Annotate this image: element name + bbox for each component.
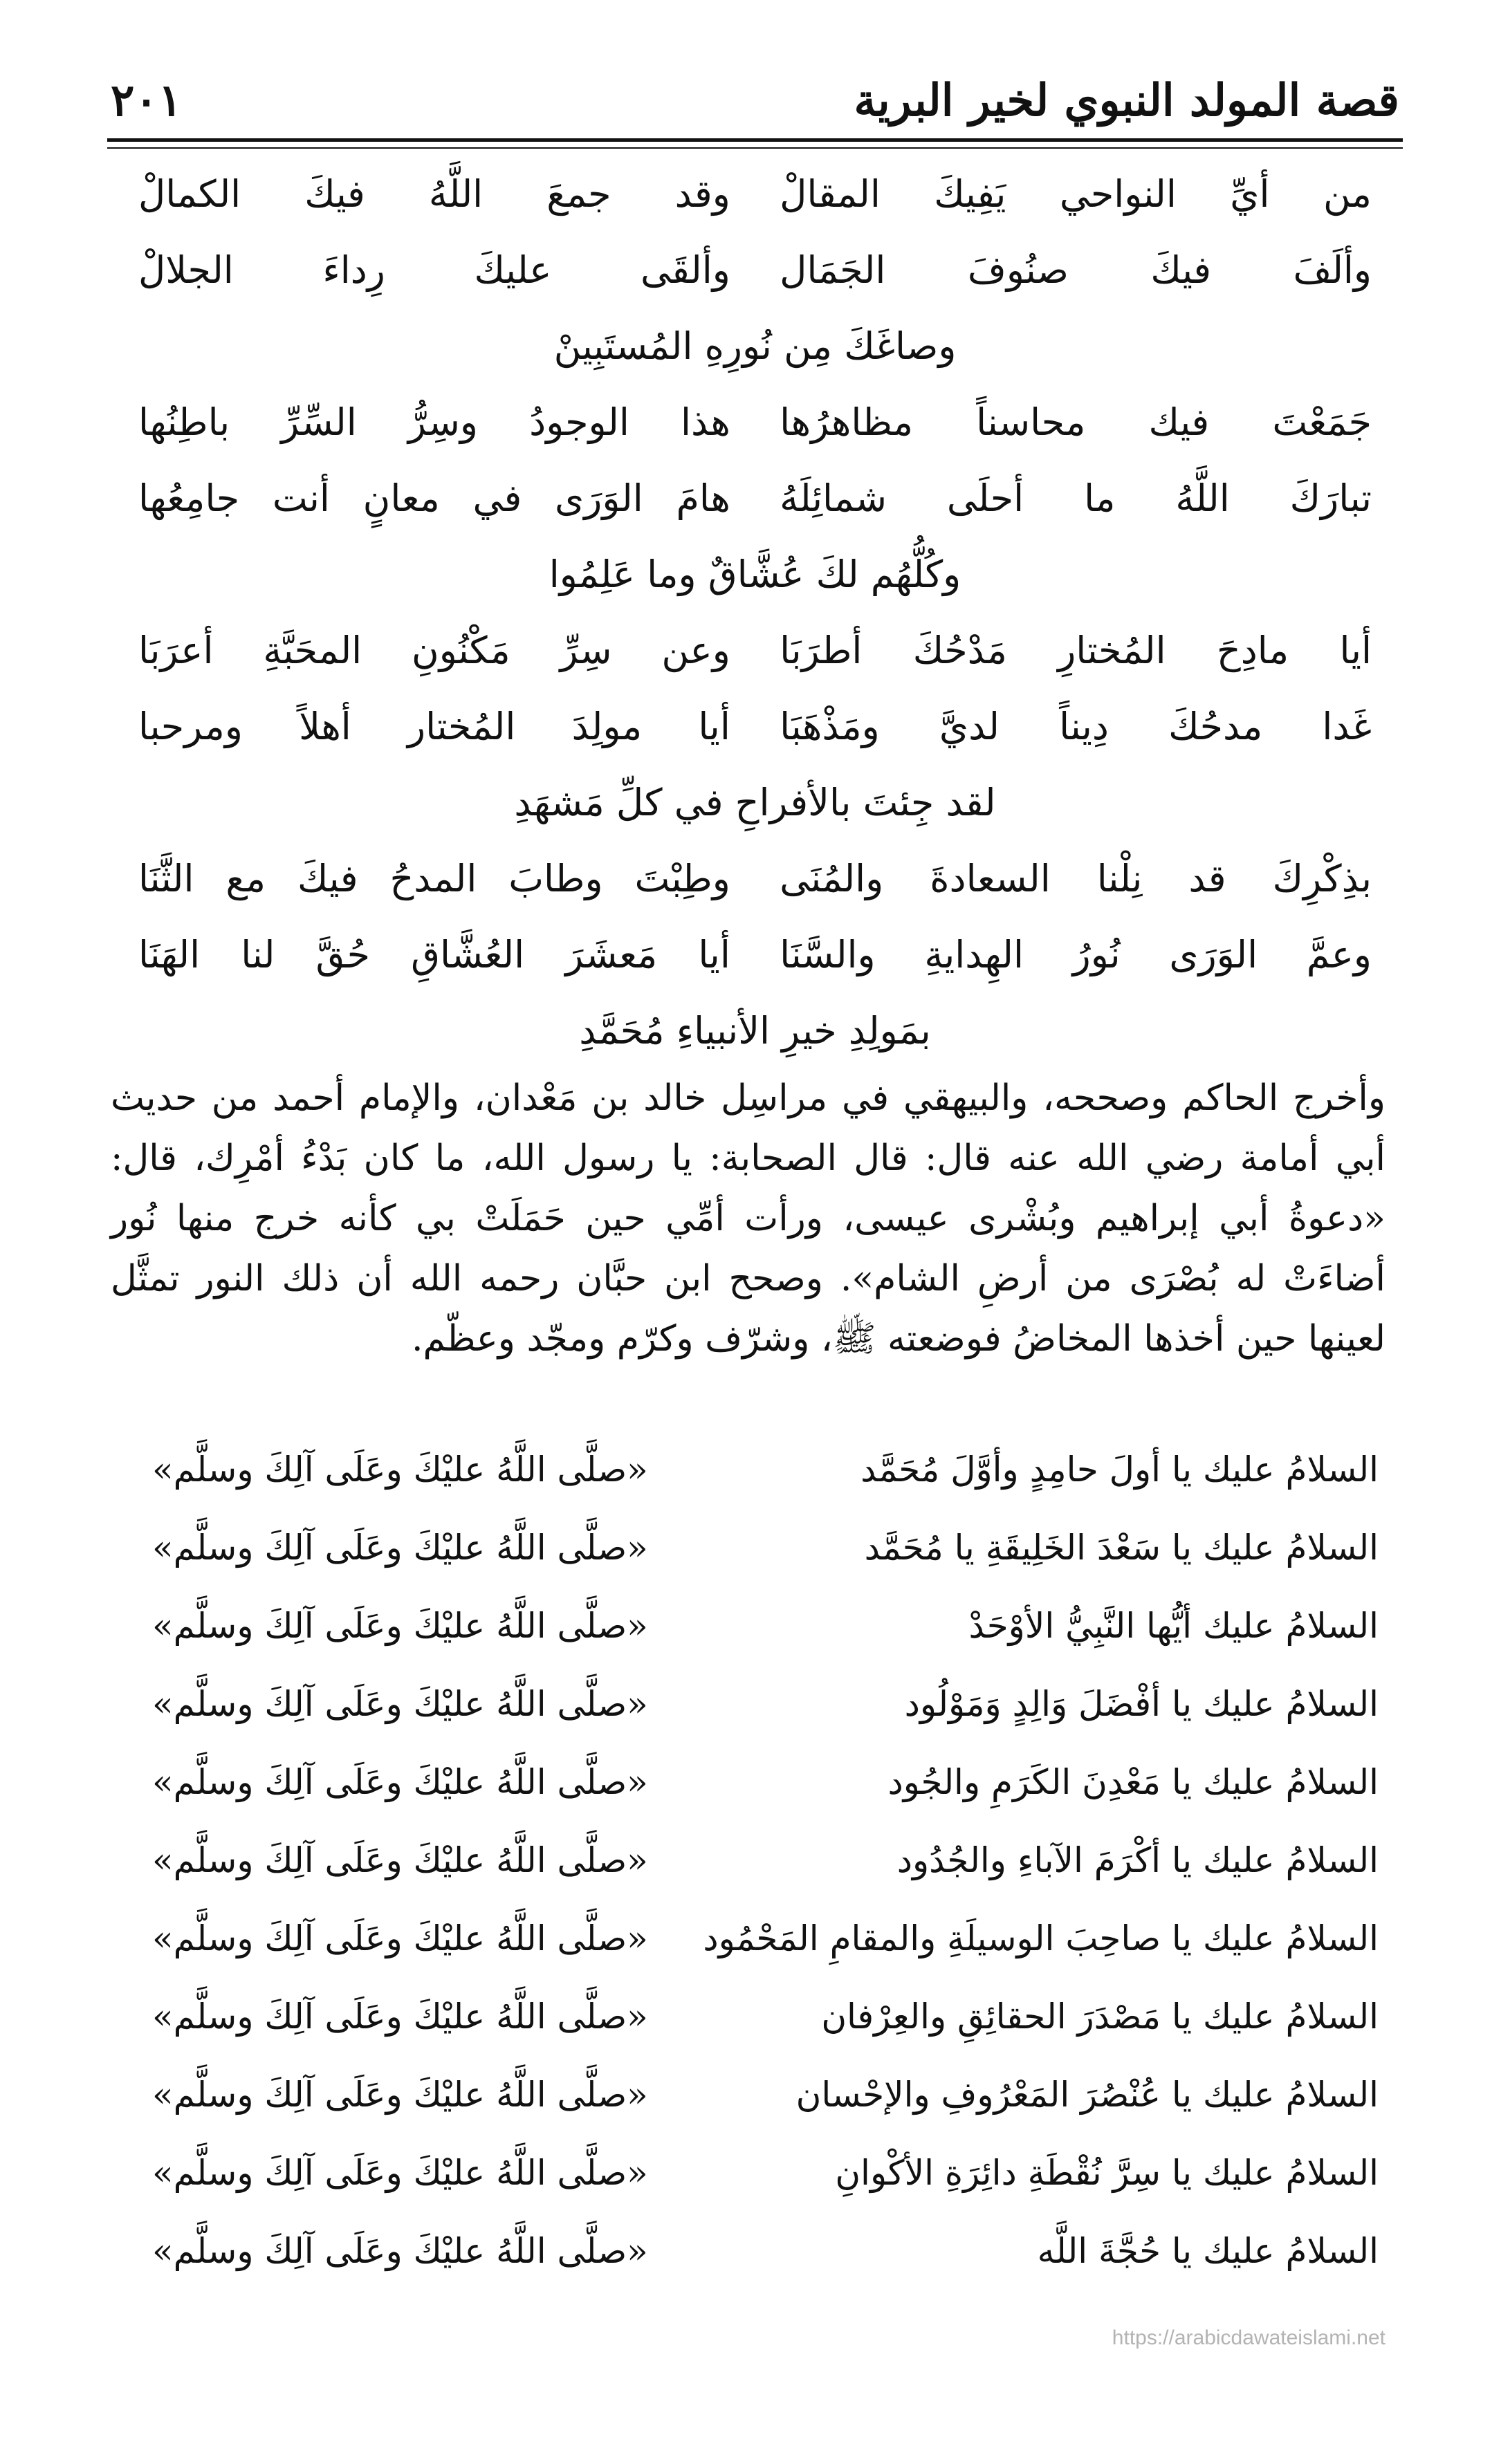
salam-line [152, 2055, 1379, 2133]
verse-line [138, 612, 1372, 688]
salam-refrain: «صلَّى اللَّهُ عليْكَ وعَلَى آلِكَ وسلَّم» [152, 2074, 648, 2115]
salam-text: السلامُ عليك يا سَعْدَ الخَلِيقَةِ يا مُحَمَّد [864, 1527, 1379, 1568]
salam-refrain: «صلَّى اللَّهُ عليْكَ وعَلَى آلِكَ وسلَّم» [152, 1449, 648, 1490]
verse-first-hemistich: بذِكْرِكَ قد نِلْنا السعادةَ والمُنَى [780, 856, 1372, 900]
verse-second-hemistich: هذا الوجودُ وسِرُّ السِّرِّ باطِنُها [138, 400, 730, 444]
verse-second-hemistich: وطِبْتَ وطابَ المدحُ فيكَ مع الثَّنَا [138, 856, 730, 900]
salam-refrain: «صلَّى اللَّهُ عليْكَ وعَلَى آلِكَ وسلَّم» [152, 2152, 648, 2193]
verse-second-hemistich: أيا مَعشَرَ العُشَّاقِ حُقَّ لنا الهَنَا [138, 932, 730, 976]
verse-center-line: وكُلُّهُم لكَ عُشَّاقٌ وما عَلِمُوا [549, 552, 961, 596]
salam-line [152, 1430, 1379, 1508]
verse-center-line: بمَولِدِ خيرِ الأنبياءِ مُحَمَّدِ [579, 1008, 931, 1053]
salam-text: السلامُ عليك يا عُنْصُرَ المَعْرُوفِ والإحْسان [795, 2074, 1379, 2115]
header-rule-thin [107, 147, 1403, 149]
verse-second-hemistich: وعن سِرِّ مَكْنُونِ المحَبَّةِ أعرَبَا [138, 628, 730, 672]
verse-first-hemistich: وألَفَ فيكَ صنُوفَ الجَمَال [780, 248, 1372, 292]
verse-first-hemistich: جَمَعْتَ فيك محاسناً مظاهرُها [780, 400, 1372, 444]
verse-second-hemistich: أيا مولِدَ المُختار أهلاً ومرحبا [138, 704, 730, 748]
prose-paragraph: وأخرج الحاكم وصححه، والبيهقي في مراسِل خالد بن مَعْدان، والإمام أحمد من حديث أبي أمامة رضي الله عنه قال: قال الصحابة: يا رسول الله، ما كان بَدْءُ أمْرِك، قال: «دعوةُ أبي إبراهيم وبُشْرى عيسى، ورأت أمِّي حين حَمَلَتْ بي كأنه خرج منها نُور أضاءَتْ له بُصْرَى من أرضِ الشام». وصحح ابن حبَّان رحمه الله أن ذلك النور تمثَّل لعينها حين أخذها المخاضُ فوضعته ﷺ، وشرّف وكرّم ومجّد وعظّم. [111, 1077, 1386, 1360]
salam-refrain: «صلَّى اللَّهُ عليْكَ وعَلَى آلِكَ وسلَّم» [152, 1683, 648, 1724]
salam-text: السلامُ عليك يا أفْضَلَ وَالِدٍ وَمَوْلُود [904, 1683, 1379, 1724]
verse-second-hemistich: وقد جمعَ اللَّهُ فيكَ الكمالْ [138, 172, 730, 216]
salam-text: السلامُ عليك يا سِرَّ نُقْطَةِ دائِرَةِ الأكْوانِ [835, 2152, 1379, 2193]
salam-line [152, 1508, 1379, 1586]
salam-line [152, 1743, 1379, 1821]
book-title: قصة المولد النبوي لخير البرية [854, 74, 1399, 127]
salam-line [152, 1977, 1379, 2055]
verse-line [138, 232, 1372, 308]
verse-line [138, 460, 1372, 536]
poem-block [138, 156, 1372, 1068]
salam-block [152, 1430, 1379, 2290]
header-rule [107, 138, 1403, 142]
salam-refrain: «صلَّى اللَّهُ عليْكَ وعَلَى آلِكَ وسلَّم» [152, 2230, 648, 2271]
verse-line [138, 156, 1372, 232]
salam-refrain: «صلَّى اللَّهُ عليْكَ وعَلَى آلِكَ وسلَّم» [152, 1605, 648, 1646]
salam-text: السلامُ عليك أيُّها النَّبِيُّ الأوْحَدْ [968, 1605, 1379, 1646]
page-number: ٢٠١ [111, 74, 183, 127]
verse-first-hemistich: أيا مادِحَ المُختارِ مَدْحُكَ أطرَبَا [780, 628, 1372, 672]
salam-text: السلامُ عليك يا أولَ حامِدٍ وأوَّلَ مُحَمَّد [860, 1449, 1379, 1490]
salam-line [152, 1665, 1379, 1743]
verse-second-hemistich: هامَ الوَرَى في معانٍ أنت جامِعُها [138, 476, 730, 520]
verse-second-hemistich: وألقَى عليكَ رِداءَ الجلالْ [138, 248, 730, 292]
salam-refrain: «صلَّى اللَّهُ عليْكَ وعَلَى آلِكَ وسلَّم» [152, 1996, 648, 2037]
verse-first-hemistich: وعمَّ الوَرَى نُورُ الهِدايةِ والسَّنَا [780, 932, 1372, 976]
verse-line [138, 840, 1372, 916]
salam-refrain: «صلَّى اللَّهُ عليْكَ وعَلَى آلِكَ وسلَّم» [152, 1918, 648, 1958]
salam-refrain: «صلَّى اللَّهُ عليْكَ وعَلَى آلِكَ وسلَّم» [152, 1840, 648, 1880]
verse-line [138, 688, 1372, 764]
salam-line [152, 1821, 1379, 1899]
salam-line [152, 1899, 1379, 1977]
watermark-url: https://arabicdawateislami.net [1112, 2326, 1385, 2349]
verse-first-hemistich: من أيِّ النواحي يَفِيكَ المقالْ [780, 172, 1372, 216]
salam-refrain: «صلَّى اللَّهُ عليْكَ وعَلَى آلِكَ وسلَّم» [152, 1761, 648, 1802]
salam-line [152, 2212, 1379, 2290]
verse-center-line: لقد جِئتَ بالأفراحِ في كلِّ مَشهَدِ [514, 780, 996, 824]
salam-text: السلامُ عليك يا صاحِبَ الوسيلَةِ والمقامِ المَحْمُود [703, 1918, 1379, 1958]
verse-line [138, 916, 1372, 992]
salam-text: السلامُ عليك يا أكْرَمَ الآباءِ والجُدُود [896, 1840, 1379, 1880]
verse-line [138, 384, 1372, 460]
salam-line [152, 1586, 1379, 1665]
running-header [111, 66, 1399, 135]
verse-first-hemistich: غَدا مدحُكَ دِيناً لديَّ ومَذْهَبَا [780, 704, 1372, 748]
verse-first-hemistich: تبارَكَ اللَّهُ ما أحلَى شمائِلَهُ [780, 476, 1372, 520]
salam-refrain: «صلَّى اللَّهُ عليْكَ وعَلَى آلِكَ وسلَّم» [152, 1527, 648, 1568]
verse-center-line: وصاغَكَ مِن نُورِهِ المُستَبِينْ [553, 324, 957, 368]
salam-text: السلامُ عليك يا مَعْدِنَ الكَرَمِ والجُود [887, 1761, 1379, 1802]
salam-text: السلامُ عليك يا حُجَّةَ اللَّه [1037, 2230, 1379, 2271]
salam-line [152, 2133, 1379, 2212]
salam-text: السلامُ عليك يا مَصْدَرَ الحقائِقِ والعِرْفان [821, 1996, 1379, 2037]
